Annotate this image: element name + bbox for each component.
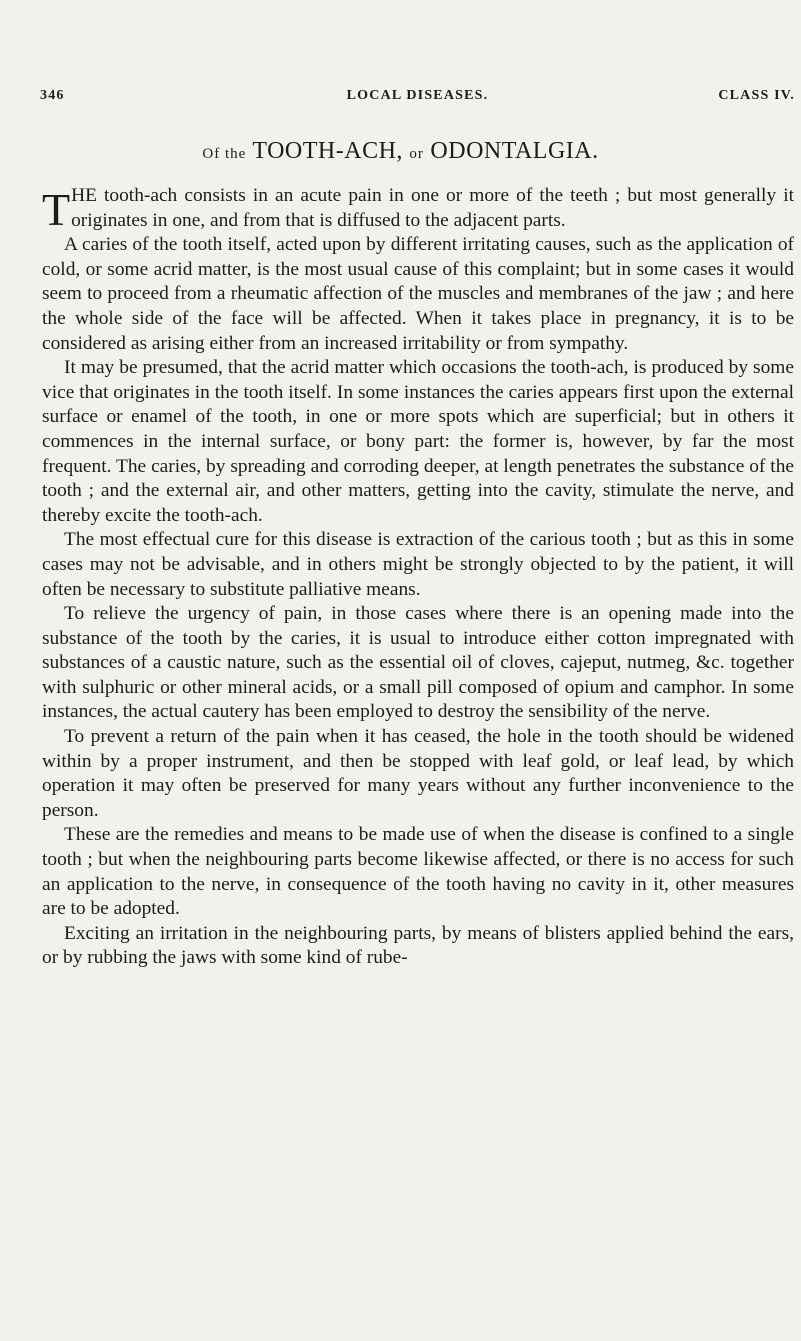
chapter-title-main: TOOTH-ACH,	[252, 138, 403, 164]
running-head	[40, 88, 795, 108]
paragraph: To prevent a return of the pain when it has ceased, the hole in the tooth should be widened within by a proper instrument, and then be stopped with leaf gold, or leaf lead, by which operation it may often be preserved for many years without any further inconvenience to the person.	[42, 726, 794, 821]
paragraph: It may be presumed, that the acrid matter which occasions the tooth-ach, is produced by some vice that originates in the tooth itself. In some instances the caries appears first upon the external surface or enamel of the tooth, in one or more spots which are superficial; but in others it commences in the internal surface, or bony part: the former is, however, by far the most frequent. The caries, by spreading and corroding deeper, at length penetrates the substance of the tooth ; and the external air, and other matters, getting into the cavity, stimulate the nerve, and thereby excite the tooth-ach.	[42, 357, 794, 526]
paragraph	[42, 184, 794, 233]
paragraph: To relieve the urgency of pain, in those cases where there is an opening made into the substance of the tooth by the caries, it is usual to introduce either cotton impregnated with substances of a caustic nature, such as the essential oil of cloves, cajeput, nutmeg, &c. together with sulphuric or other mineral acids, or a small pill composed of opium and camphor. In some instances, the actual cautery has been employed to destroy the sensibility of the nerve.	[42, 603, 794, 723]
drop-cap: T	[42, 184, 71, 235]
chapter-title-prefix: Of the	[202, 146, 247, 162]
paragraph: These are the remedies and means to be made use of when the disease is confined to a single tooth ; but when the neighbouring parts become likewise affected, or there is no access for such an application to the nerve, in consequence of the tooth having no cavity in it, other measures are to be adopted.	[42, 824, 794, 920]
chapter-title-alt: ODONTALGIA.	[430, 138, 599, 164]
running-title: LOCAL DISEASES.	[346, 88, 489, 103]
paragraph-text: HE tooth-ach consists in an acute pain in one or more of the teeth ; but most generally it originates in one, and from that is diffused to the adjacent parts.	[71, 185, 794, 231]
page-number: 346	[40, 88, 65, 103]
class-label: CLASS IV.	[718, 88, 795, 103]
paragraph: Exciting an irritation in the neighbouring parts, by means of blisters applied behind the ears, or by rubbing the jaws with some kind of rube-	[42, 922, 794, 969]
body-text	[42, 184, 794, 971]
paragraph: A caries of the tooth itself, acted upon by different irritating causes, such as the application of cold, or some acrid matter, is the most usual cause of this complaint; but in some cases it would seem to proceed from a rheumatic affection of the muscles and membranes of the jaw ; and here the whole side of the face will be affected. When it takes place in pregnancy, it is to be considered as arising either from an increased irritability or from sympathy.	[42, 234, 794, 354]
paragraph: The most effectual cure for this disease is extraction of the carious tooth ; but as this in some cases may not be advisable, and in others might be strongly objected to by the patient, it will often be necessary to substitute palliative means.	[42, 529, 794, 600]
chapter-title	[0, 138, 801, 165]
chapter-title-connector: or	[409, 146, 424, 162]
